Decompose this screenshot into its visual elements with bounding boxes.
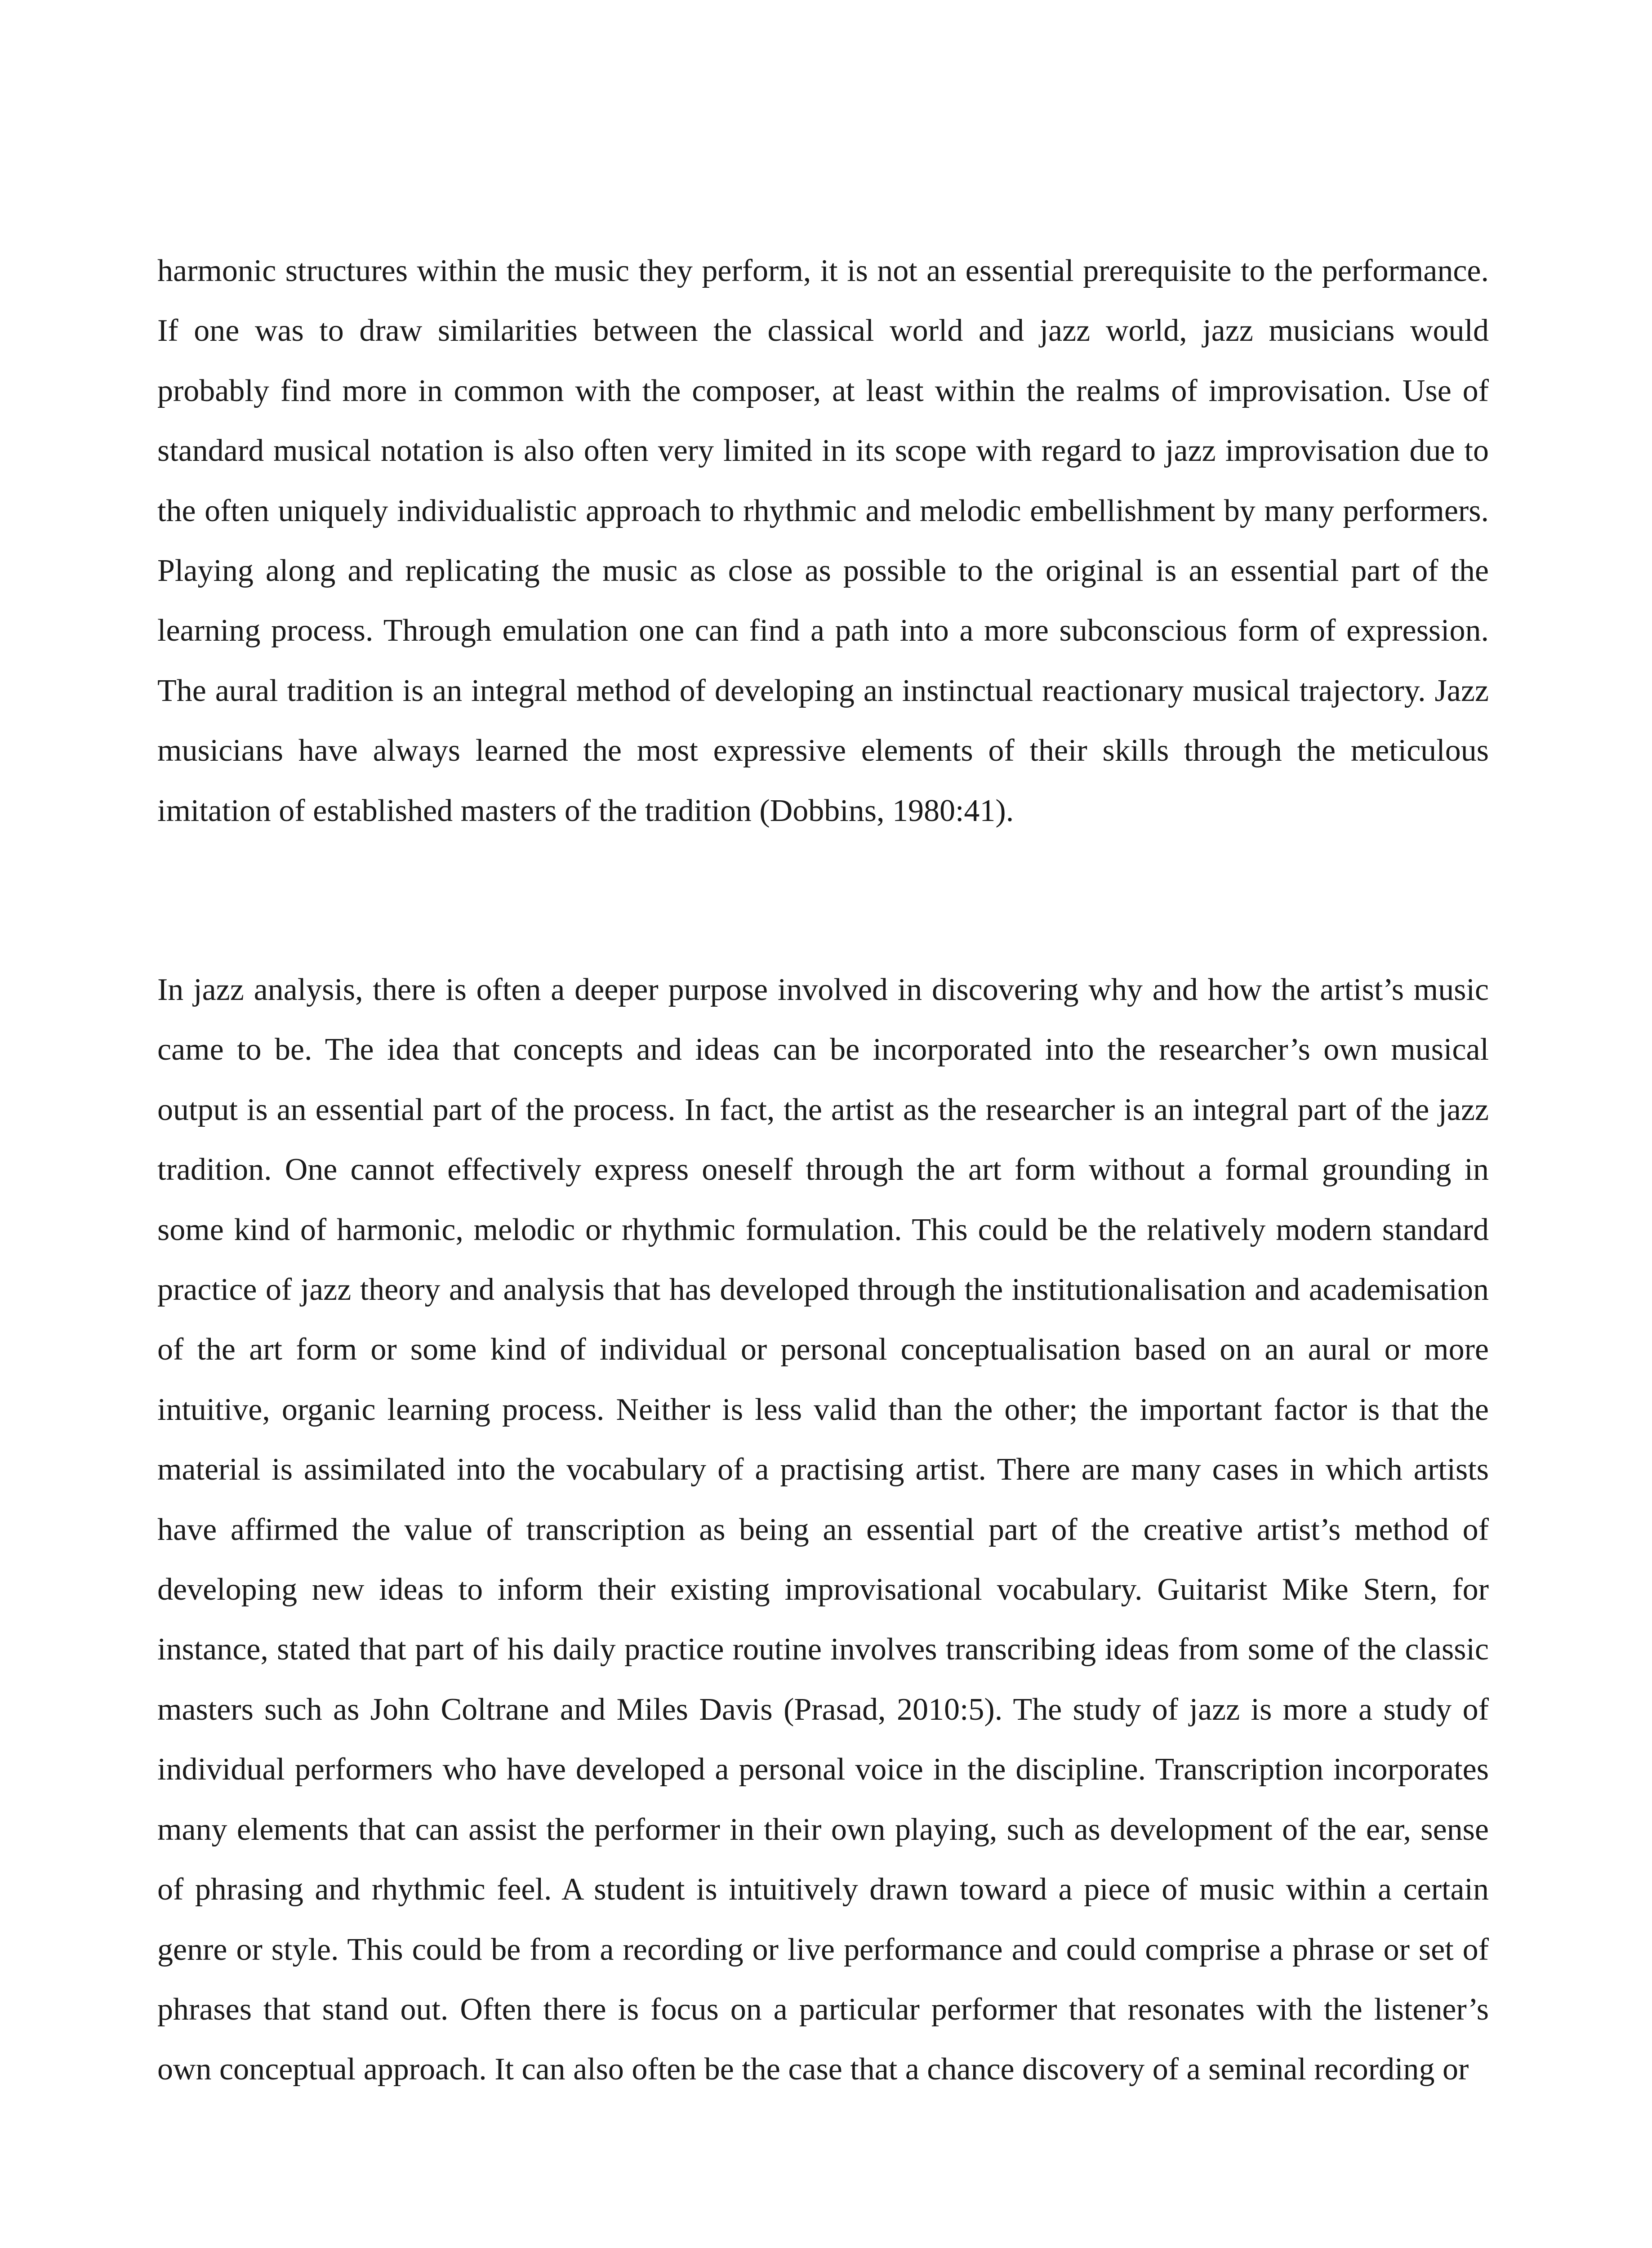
paragraph-text: In jazz analysis, there is often a deeper purpose involved in discovering why and how the artist’s music came to be. The idea that concepts and ideas can be incorporated into the researcher’s own musical output is an essential part of the process. In fact, the artist as the researcher is an integral part of the jazz tradition. One cannot effectively express oneself through the art form without a formal grounding in some kind of harmonic, melodic or rhythmic formulation. This could be the relatively modern standard practice of jazz theory and analysis that has developed through the institutionalisation and academisation of the art form or some kind of individual or personal conceptualisation based on an aural or more intuitive, organic learning process. Neither is less valid than the other; the important factor is that the material is assimilated into the vocabulary of a practising artist. There are many cases in which artists have affirmed the value of transcription as being an essential part of the creative artist’s method of developing new ideas to inform their existing improvisational vocabulary. Guitarist Mike Stern, for instance, stated that part of his daily practice routine involves transcribing ideas from some of the classic masters such as John Coltrane and Miles Davis (Prasad, 2010:5). The study of jazz is more a study of individual performers who have developed a personal voice in the discipline. Transcription incorporates many elements that can assist the performer in their own playing, such as development of the ear, sense of phrasing and rhythmic feel. A student is intuitively drawn toward a piece of music within a certain genre or style. This could be from a recording or live performance and could comprise a phrase or set of phrases that stand out. Often there is focus on a particular performer that resonates with the listener’s own conceptual approach. It can also often be the case that a chance discovery of a seminal recording or bbox=[157, 972, 1489, 2087]
paragraph-continuation bbox=[157, 241, 1489, 841]
paragraph-jazz-analysis bbox=[157, 960, 1489, 2100]
paragraph-text: harmonic structures within the music they perform, it is not an essential prerequisite to the performance. If one was to draw similarities between the classical world and jazz world, jazz musicians would probably find more in common with the composer, at least within the realms of improvisation. Use of standard musical notation is also often very limited in its scope with regard to jazz improvisation due to the often uniquely individualistic approach to rhythmic and melodic embellishment by many performers. Playing along and replicating the music as close as possible to the original is an essential part of the learning process. Through emulation one can find a path into a more subconscious form of expression. The aural tradition is an integral method of developing an instinctual reactionary musical trajectory. Jazz musicians have always learned the most expressive elements of their skills through the meticulous imitation of established masters of the tradition (Dobbins, 1980:41). bbox=[157, 254, 1489, 828]
